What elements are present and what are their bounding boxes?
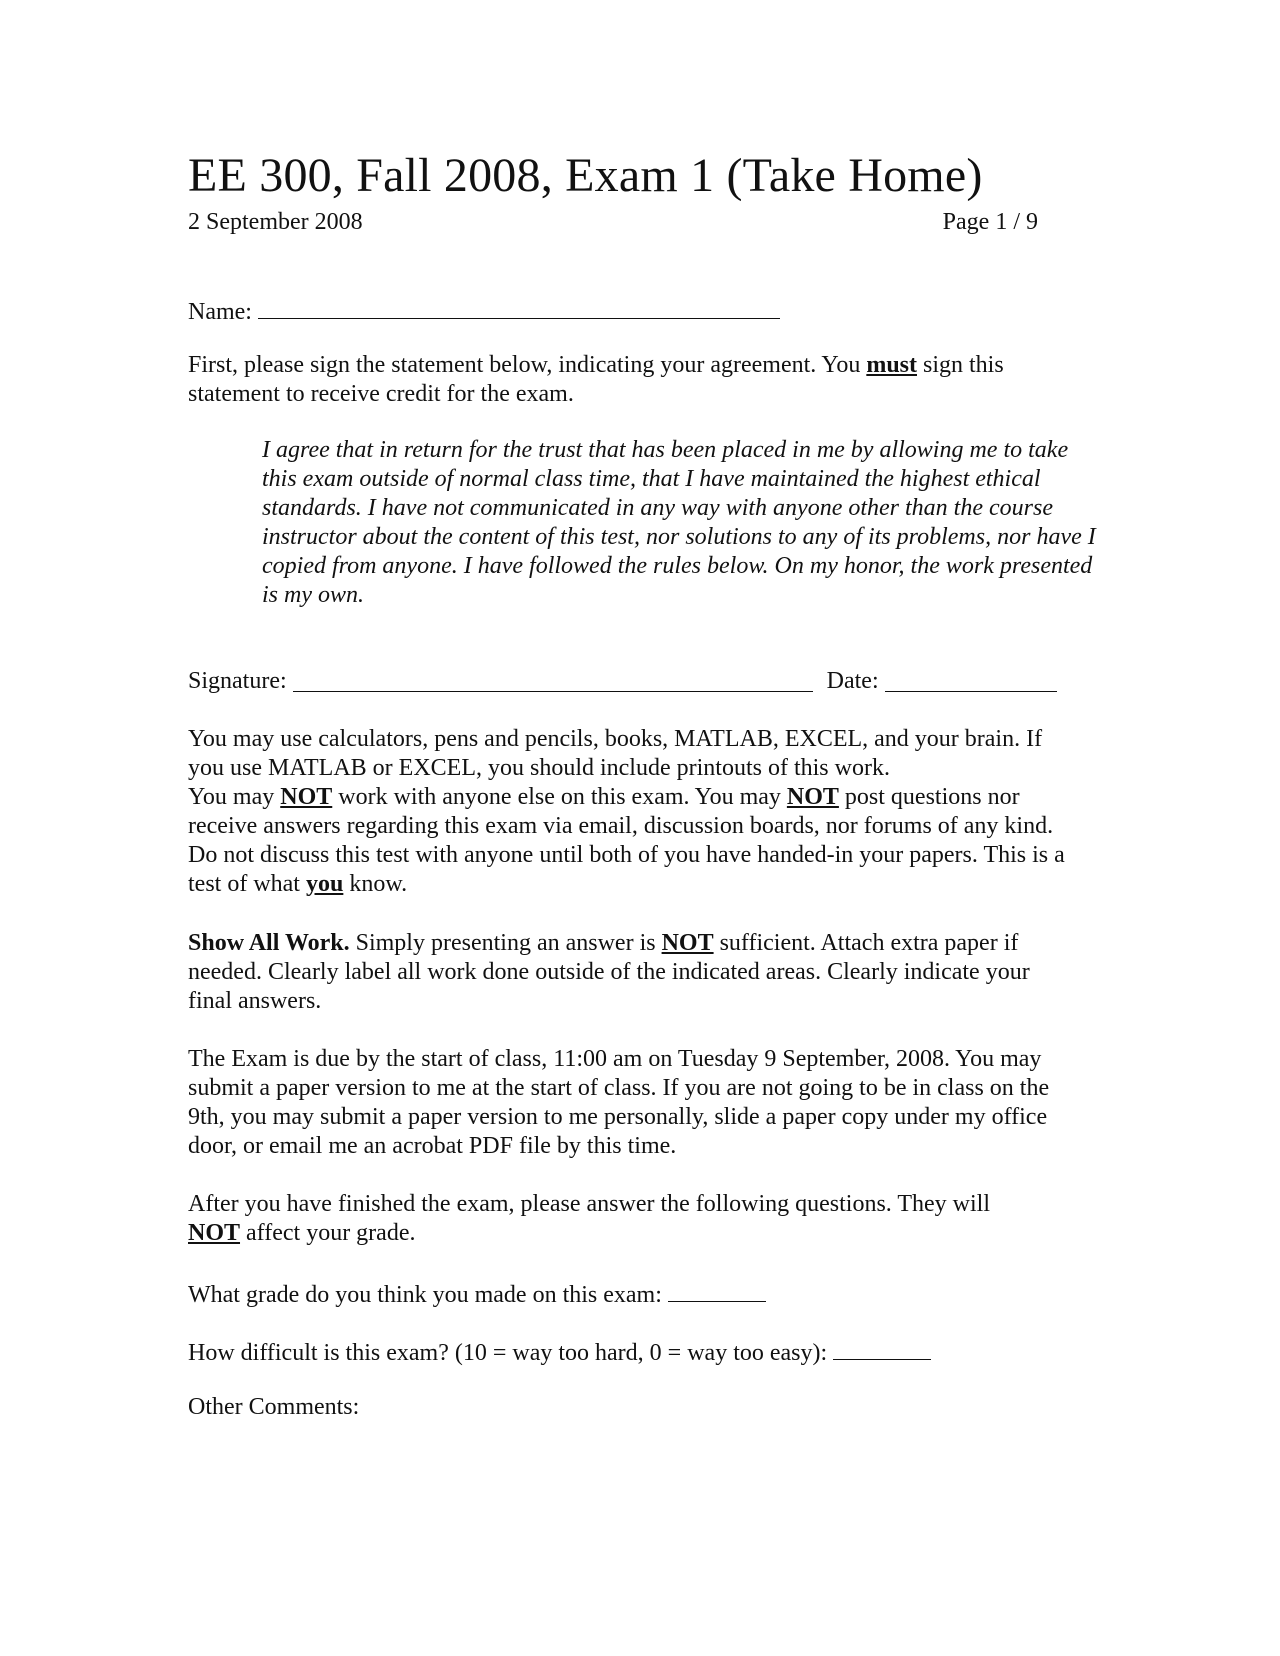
difficulty-field-line[interactable] (833, 1335, 931, 1360)
honor-pledge: I agree that in return for the trust that has been placed in me by allowing me to take this exam outside of normal class time, that I have maintained the highest ethical standards. I have not communicated in any way with anyone other than the course instructor about the content of this test, nor solutions to any of its problems, nor have I copied from anyone. I have followed the rules below. On my honor, the work presented is my own. (262, 437, 1096, 608)
exam-date: 2 September 2008 (188, 209, 363, 235)
show-work-not: NOT (661, 930, 714, 956)
signature-label: Signature: (188, 668, 287, 694)
rules-not-2: NOT (786, 784, 839, 810)
intro-emphasis: must (866, 352, 917, 378)
difficulty-question (188, 1335, 1088, 1368)
rules-section (188, 725, 1073, 899)
name-row (188, 294, 1088, 327)
rules-not-1: NOT (280, 784, 333, 810)
rules-paragraph-2 (188, 783, 1073, 899)
name-field-line[interactable] (258, 294, 780, 319)
page-number: Page 1 / 9 (942, 209, 1038, 235)
after-not: NOT (188, 1220, 241, 1246)
due-paragraph: The Exam is due by the start of class, 11:00 am on Tuesday 9 September, 2008. You may submit a paper version to me at the start of class. If you are not going to be in class on the 9th, you may submit a paper version to me personally, slide a paper copy under my office door, or email me an acrobat PDF file by this time. (188, 1046, 1050, 1159)
grade-question-label: What grade do you think you made on this exam: (188, 1282, 662, 1308)
show-work-text-b: sufficient. Attach extra paper if needed. Clearly label all work done outside of the indicated areas. Clearly indicate your final answers. (188, 930, 1030, 1014)
after-text-b: affect your grade. (240, 1220, 416, 1246)
page-title: EE 300, Fall 2008, Exam 1 (Take Home) (188, 149, 983, 202)
signature-row (188, 667, 1088, 696)
grade-field-line[interactable] (668, 1277, 766, 1302)
comments-label: Other Comments: (188, 1394, 360, 1420)
rules-text-a: You may (188, 784, 281, 810)
rules-text-d: know. (343, 871, 408, 897)
after-text-a: After you have finished the exam, please answer the following questions. They will (188, 1191, 991, 1217)
intro-text-a: First, please sign the statement below, indicating your agreement. You (188, 352, 867, 378)
rules-text-b: work with anyone else on this exam. You may (332, 784, 787, 810)
signature-field-line[interactable] (293, 667, 813, 692)
date-label: Date: (826, 668, 879, 694)
show-work-heading: Show All Work. (188, 930, 350, 956)
rules-you: you (305, 871, 344, 897)
intro-text-b: sign this statement to receive credit for the exam. (188, 352, 1004, 407)
after-paragraph (188, 1190, 1038, 1248)
show-work-paragraph (188, 929, 1073, 1016)
name-label: Name: (188, 299, 252, 325)
show-work-text-a: Simply presenting an answer is (349, 930, 662, 956)
rules-line-1: You may use calculators, pens and pencils, books, MATLAB, EXCEL, and your brain. If you use MATLAB or EXCEL, you should include printouts of this work. (188, 726, 1043, 781)
intro-paragraph (188, 351, 1048, 409)
date-field-line[interactable] (885, 667, 1057, 692)
difficulty-question-label: How difficult is this exam? (10 = way too hard, 0 = way too easy): (188, 1340, 828, 1366)
header-subrow (188, 208, 1038, 236)
rules-text-c: post questions nor receive answers regarding this exam via email, discussion boards, nor forums of any kind. Do not discuss this test with anyone until both of you have handed-in your papers. This is a test of what (188, 784, 1065, 897)
grade-question (188, 1277, 1088, 1310)
